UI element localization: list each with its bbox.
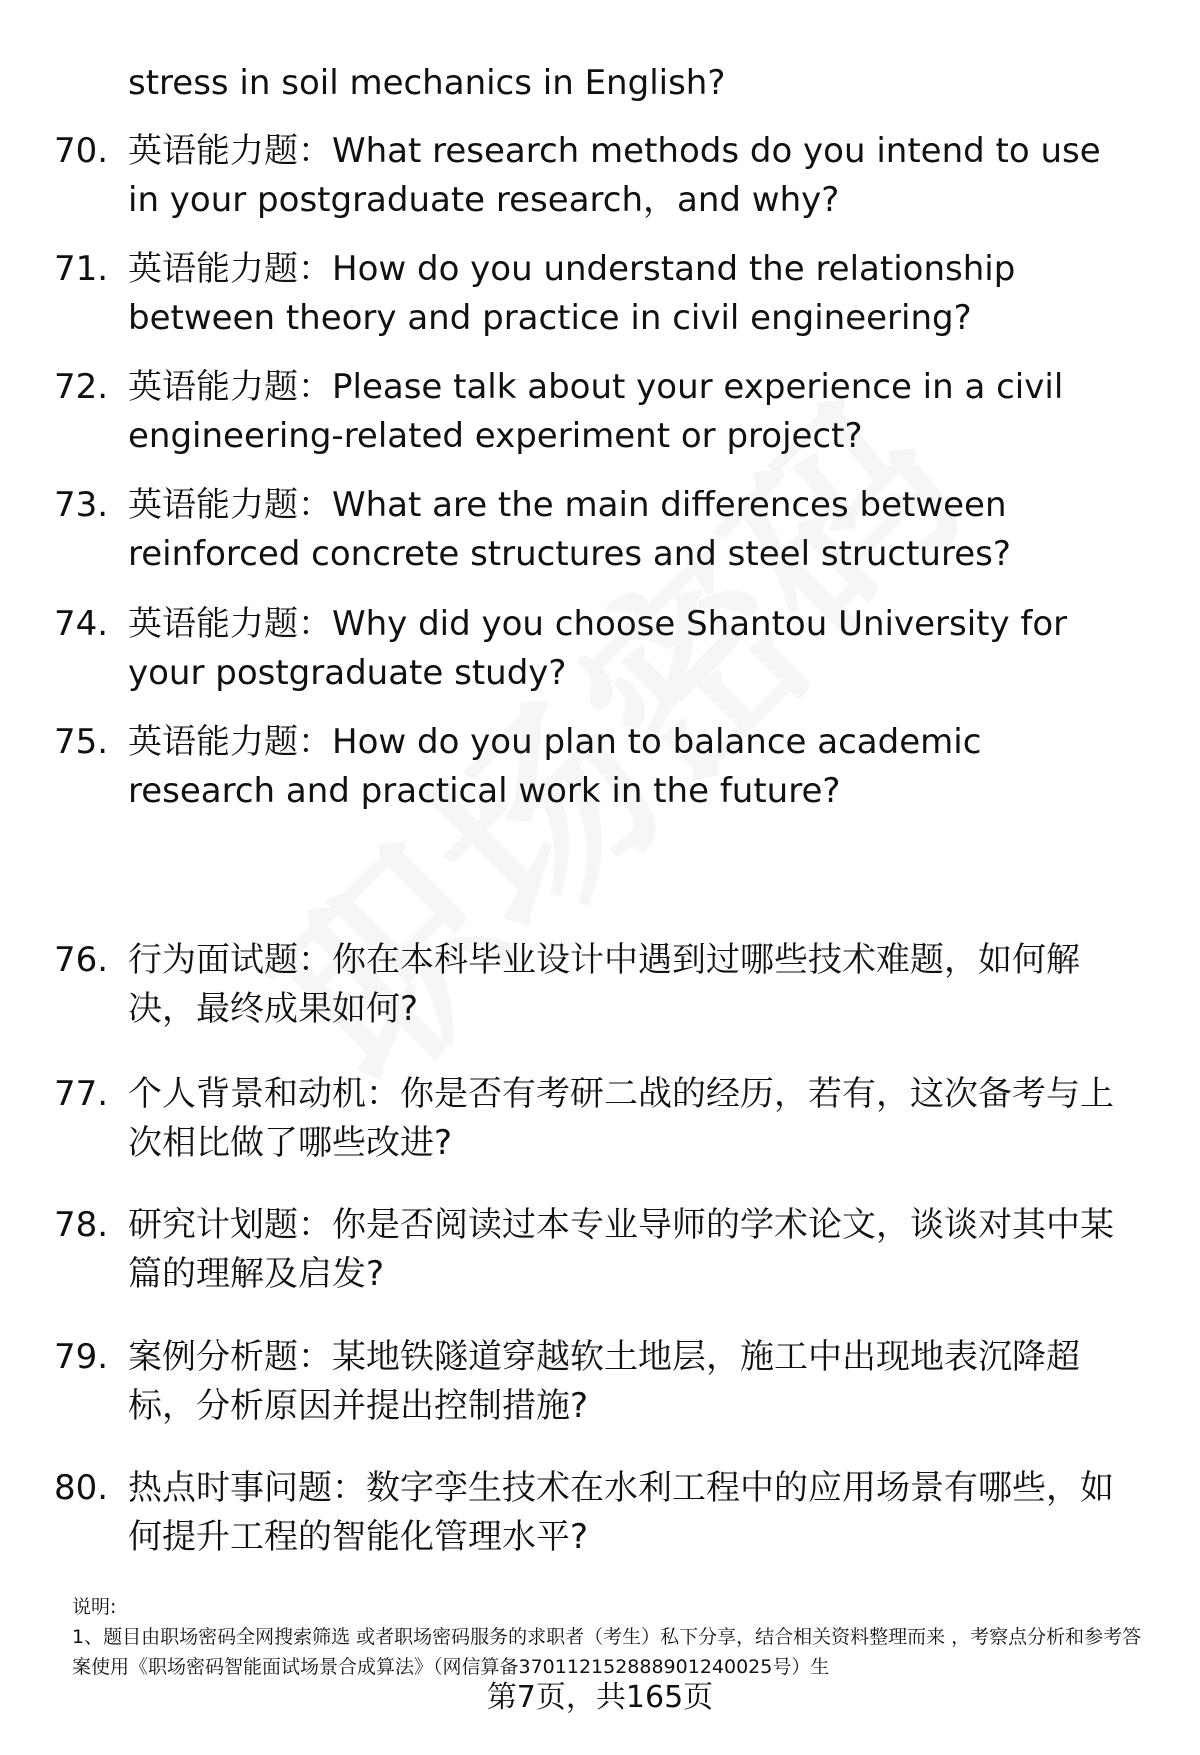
question-number: 71. [54,249,109,289]
notes-heading: 说明: [72,1596,117,1618]
continuation-text: stress in soil mechanics in English? [128,63,726,103]
question-text: 热点时事问题：数字孪生技术在水利工程中的应用场景有哪些，如何提升工程的智能化管理水平? [128,1468,1114,1557]
question-number: 80. [54,1468,109,1508]
question-number: 74. [54,604,109,644]
question-number: 72. [54,367,109,407]
question-number: 73. [54,485,109,525]
question-text: 英语能力题：How do you understand the relationship between theory and practice in civil engineering? [128,249,1016,338]
question-number: 76. [54,940,109,980]
notes-section [72,1592,1152,1682]
question-text: 个人背景和动机：你是否有考研二战的经历，若有，这次备考与上次相比做了哪些改进? [128,1074,1114,1163]
question-text: 研究计划题：你是否阅读过本专业导师的学术论文，谈谈对其中某篇的理解及启发? [128,1205,1114,1294]
question-text: 行为面试题：你在本科毕业设计中遇到过哪些技术难题，如何解决，最终成果如何? [128,940,1080,1029]
question-text: 英语能力题：Please talk about your experience in a civil engineering-related experiment or project? [128,367,1064,456]
question-text: 英语能力题：What research methods do you intend to use in your postgraduate research，and why? [128,131,1101,220]
page-number-footer: 第7页，共165页 [486,1680,714,1715]
question-text: 英语能力题：How do you plan to balance academic research and practical work in the future? [128,722,982,811]
question-text: 英语能力题：What are the main differences between reinforced concrete structures and steel structures? [128,485,1011,574]
question-number: 77. [54,1074,109,1114]
question-number: 75. [54,722,109,762]
notes-item: 1、题目由职场密码全网搜索筛选 或者职场密码服务的求职者（考生）私下分享，结合相关资料整理而来 ，考察点分析和参考答案使用《职场密码智能面试场景合成算法》（网信算备370112152888901240025号）生 [72,1626,1142,1678]
question-text: 案例分析题：某地铁隧道穿越软土地层，施工中出现地表沉降超标，分析原因并提出控制措施? [128,1337,1080,1426]
question-text: 英语能力题：Why did you choose Shantou University for your postgraduate study? [128,604,1068,693]
question-number: 78. [54,1205,109,1245]
question-number: 70. [54,131,109,171]
question-number: 79. [54,1337,109,1377]
